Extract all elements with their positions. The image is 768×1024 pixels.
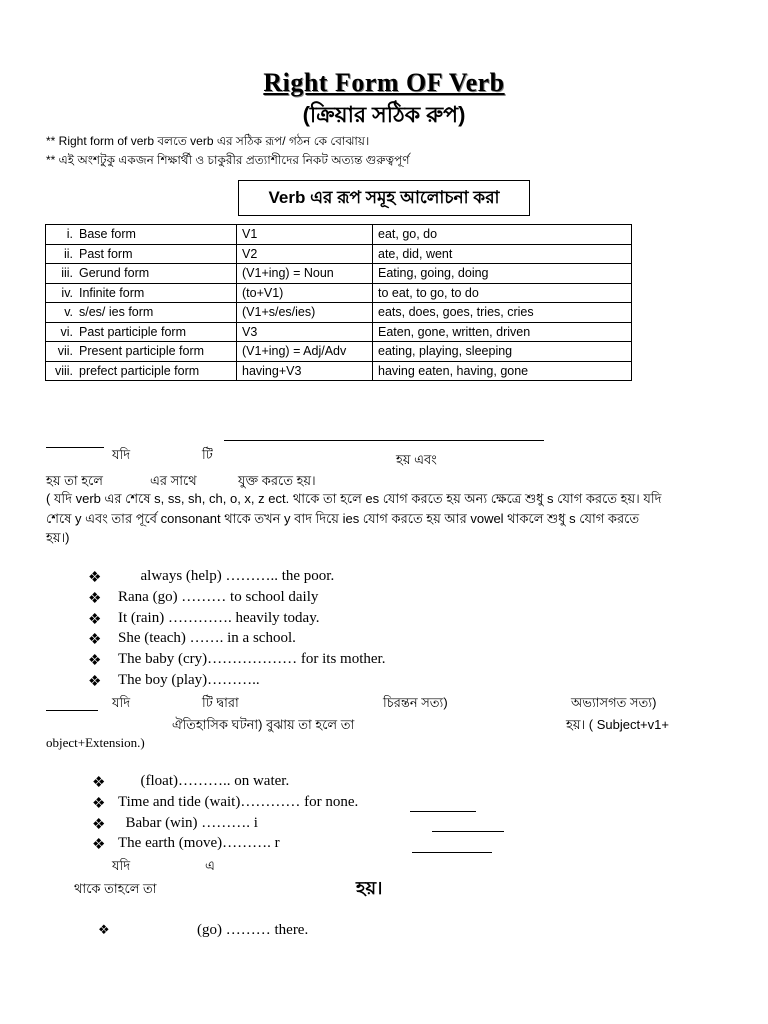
bullet-diamond-icon: ❖ [92,816,106,833]
form-example-cell: eating, playing, sleeping [373,342,632,362]
exercise-item: Rana (go) ……… to school daily [118,588,319,605]
form-name-cell [46,303,237,323]
rule1-word: হয় এবং [396,452,437,467]
form-code-cell: V2 [237,244,373,264]
row-number: viii. [54,363,73,378]
form-code-cell: (to+V1) [237,283,373,303]
row-number: v. [64,305,73,320]
rule1-line2: হয় তা হলে [46,473,103,488]
row-number: vi. [60,324,73,339]
form-name: Gerund form [79,266,150,281]
section-heading-box: Verb এর রূপ সমূহ আলোচনা করা [238,180,530,216]
bullet-diamond-icon: ❖ [92,775,106,791]
exercise-item: Time and tide (wait)………… for none. [118,793,359,810]
bullet-diamond-icon: ❖ [88,611,102,628]
form-name: Past participle form [79,324,186,339]
verb-form-row [46,322,632,342]
form-name-cell [46,264,237,284]
form-example-cell: Eating, going, doing [373,264,632,284]
blank-line [410,811,476,812]
rule2-word: চিরন্তন সত্য) [383,695,448,710]
exercise-3-text: (go) ……… there. [197,922,309,938]
form-name-cell [46,342,237,362]
exercise-item: She (teach) ……. in a school. [118,630,296,647]
exercise-item: The baby (cry)……………… for its mother. [118,651,386,668]
form-example-cell: eat, go, do [373,225,632,245]
exercise-item: Babar (win) ………. i [118,814,258,831]
rule1-paragraph: হয়।) [46,530,70,545]
blank-line [46,447,104,448]
exercise-item: The earth (move)………. r [118,835,280,852]
rule1-paragraph: শেষে y এবং তার পূর্বে consonant থাকে তখন y বাদ দিয়ে ies যোগ করতে হয় আর vowel থাকলে শুধু s যোগ করতে [46,511,640,526]
form-code-cell: (V1+ing) = Noun [237,264,373,284]
form-name: prefect participle form [79,363,200,378]
form-name: Past form [79,246,133,261]
rule1-word: যদি [112,447,131,462]
form-example-cell: eats, does, goes, tries, cries [373,303,632,323]
form-code-cell: (V1+ing) = Adj/Adv [237,342,373,362]
verb-form-row [46,264,632,284]
rule2-word: যদি [112,695,131,710]
rule1-paragraph: ( যদি verb এর শেষে s, ss, sh, ch, o, x, z ect. থাকে তা হলে es যোগ করতে হয় অন্য ক্ষেত্রে শুধু s যোগ করতে হয়। যদি [46,491,662,506]
rule1-word: টি [202,447,213,462]
form-code-cell: V1 [237,225,373,245]
bullet-diamond-icon: ❖ [88,632,102,649]
bullet-diamond-icon: ❖ [92,837,106,854]
rule1-line2: এর সাথে [150,473,197,488]
form-example-cell: ate, did, went [373,244,632,264]
bullet-diamond-icon: ❖ [88,570,102,586]
blank-line [46,710,98,711]
rule3-word: থাকে তাহলে তা [74,881,157,896]
form-example-cell: having eaten, having, gone [373,361,632,381]
exercise-3-item [98,922,112,939]
form-name-cell [46,244,237,264]
verb-form-row [46,342,632,362]
form-example-cell: Eaten, gone, written, driven [373,322,632,342]
blank-line [224,440,544,441]
form-name-cell [46,225,237,245]
form-name: s/es/ ies form [79,305,154,320]
form-name-cell [46,283,237,303]
verb-form-row [46,225,632,245]
row-number: ii. [63,246,73,261]
rule2-word: টি দ্বারা [202,695,239,710]
form-name-cell [46,322,237,342]
row-number: iii. [61,266,73,281]
rule1-line2: যুক্ত করতে হয়। [238,473,316,488]
bullet-diamond-icon: ❖ [88,653,102,670]
bullet-diamond-icon: ❖ [88,590,102,607]
rule2-word: অভ্যাসগত সত্য) [571,695,657,710]
rule2-word: ঐতিহাসিক ঘটনা) বুঝায় তা হলে তা [172,717,355,732]
form-name: Base form [79,227,136,242]
rule2-word: object+Extension.) [46,735,145,750]
bullet-diamond-icon: ❖ [88,674,102,690]
verb-form-row [46,303,632,323]
rule3-word: এ [205,858,215,873]
verb-forms-table [45,224,632,381]
rule2-word: হয়। ( Subject+v1+ [566,717,669,732]
verb-form-row [46,361,632,381]
blank-line [412,852,492,853]
verb-form-row [46,244,632,264]
bullet-diamond-icon: ❖ [92,795,106,812]
bullet-diamond-icon: ❖ [98,922,110,937]
exercise-item: The boy (play)……….. [118,672,260,688]
exercise-item: (float)……….. on water. [118,773,290,789]
form-name-cell [46,361,237,381]
form-name: Present participle form [79,344,205,359]
row-number: i. [66,227,73,242]
page-title: Right Form OF Verb [263,68,505,97]
rule3-word: হয়। [356,878,383,898]
form-example-cell: to eat, to go, to do [373,283,632,303]
form-code-cell: V3 [237,322,373,342]
exercise-item: always (help) ……….. the poor. [118,568,335,584]
row-number: iv. [61,285,73,300]
page-subtitle: (ক্রিয়ার সঠিক রুপ) [302,102,466,127]
row-number: vii. [57,344,73,359]
form-code-cell: having+V3 [237,361,373,381]
intro-note-2: ** এই অংশটুকু একজন শিক্ষার্থী ও চাকুরীর প্রত্যাশীদের নিকট অত্যন্ত গুরুত্বপূর্ণ [46,153,410,167]
form-code-cell: (V1+s/es/ies) [237,303,373,323]
intro-note-1: ** Right form of verb বলতে verb এর সঠিক রূপ/ গঠন কে বোঝায়। [46,134,370,148]
rule3-word: যদি [112,858,131,873]
blank-line [432,831,504,832]
form-name: Infinite form [79,285,145,300]
exercise-item: It (rain) …………. heavily today. [118,609,320,626]
verb-form-row [46,283,632,303]
